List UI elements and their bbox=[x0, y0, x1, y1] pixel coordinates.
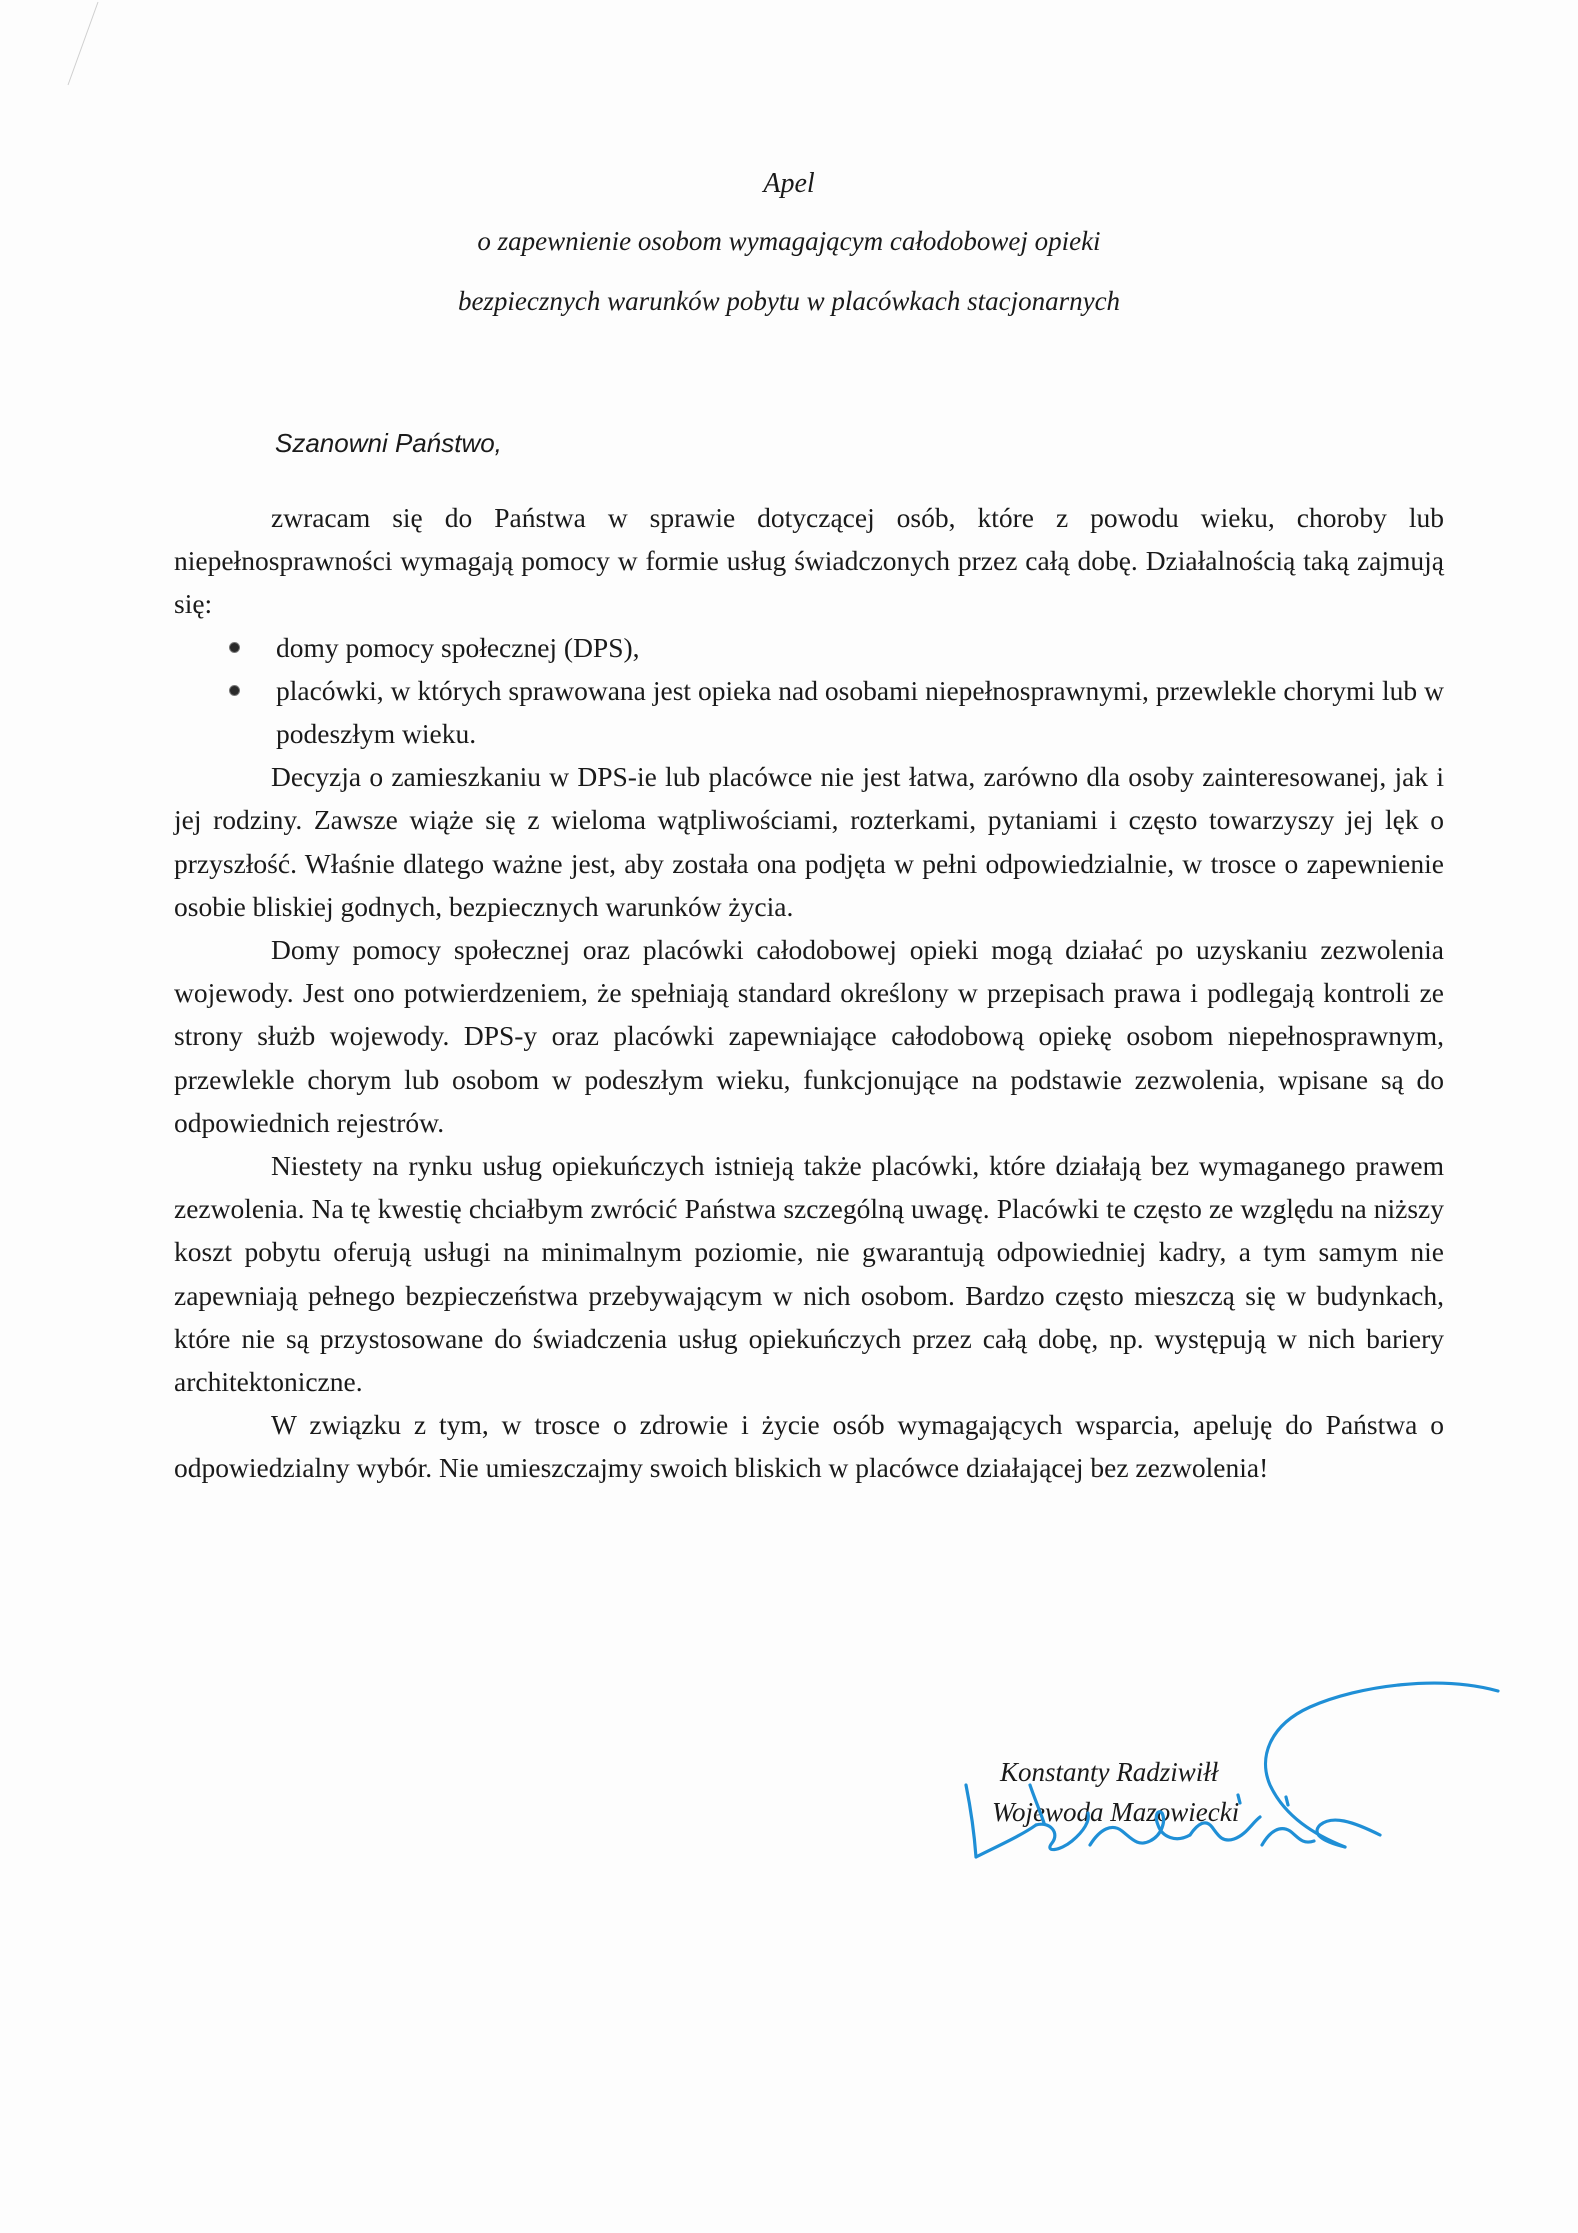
letter-subtitle-line-1: o zapewnienie osobom wymagającym całodobowej opieki bbox=[477, 226, 1101, 256]
scan-artifact-line bbox=[60, 0, 100, 90]
list-item bbox=[276, 669, 1444, 755]
letter-body bbox=[174, 496, 1444, 1490]
paragraph-unlicensed: Niestety na rynku usług opiekuńczych istnieją także placówki, które działają bez wymaganego prawem zezwolenia. Na tę kwestię chciałbym zwrócić Państwa szczególną uwagę. Placówki te często ze względu na niższy koszt pobytu oferują usługi na minimalnym poziomie, nie gwarantują odpowiedniej kadry, a tym samym nie zapewniają pełnego bezpieczeństwa przebywającym w nich osobom. Bardzo często mieszczą się w budynkach, które nie są przystosowane do świadczenia usług opiekuńczych przez całą dobę, np. występują w nich bariery architektoniczne. bbox=[174, 1150, 1444, 1398]
bullet-list bbox=[174, 626, 1444, 756]
signatory-name: Konstanty Radziwiłł bbox=[1000, 1757, 1219, 1787]
salutation: Szanowni Państwo, bbox=[275, 428, 502, 458]
paragraph-intro: zwracam się do Państwa w sprawie dotyczącej osób, które z powodu wieku, choroby lub niepełnosprawności wymagają pomocy w formie usług świadczonych przez całą dobę. Działalnością taką zajmują się: bbox=[174, 502, 1444, 620]
paragraph-decision: Decyzja o zamieszkaniu w DPS-ie lub placówce nie jest łatwa, zarówno dla osoby zainteresowanej, jak i jej rodziny. Zawsze wiąże się z wieloma wątpliwościami, rozterkami, pytaniami i często towarzyszy jej lęk o przyszłość. Właśnie dlatego ważne jest, aby została ona podjęta w pełni odpowiedzialnie, w trosce o zapewnienie osobie bliskiej godnych, bezpiecznych warunków życia. bbox=[174, 761, 1444, 922]
bullet-icon bbox=[230, 686, 239, 695]
list-item bbox=[276, 626, 1444, 669]
signature-block bbox=[992, 1752, 1240, 1832]
paragraph-permits: Domy pomocy społecznej oraz placówki całodobowej opieki mogą działać po uzyskaniu zezwolenia wojewody. Jest ono potwierdzeniem, że spełniają standard określony w przepisach prawa i podlegają kontroli ze strony służb wojewody. DPS-y oraz placówki zapewniające całodobową opiekę osobom niepełnosprawnym, przewlekle chorym lub osobom w podeszłym wieku, funkcjonujące na podstawie zezwolenia, wpisane są do odpowiednich rejestrów. bbox=[174, 934, 1444, 1138]
list-item-text: domy pomocy społecznej (DPS), bbox=[276, 631, 640, 663]
signatory-position: Wojewoda Mazowiecki bbox=[992, 1797, 1240, 1827]
letter-title: Apel bbox=[763, 168, 815, 199]
paragraph-appeal: W związku z tym, w trosce o zdrowie i życie osób wymagających wsparcia, apeluję do Państwa o odpowiedzialny wybór. Nie umieszczajmy swoich bliskich w placówce działającej bez zezwolenia! bbox=[174, 1409, 1444, 1484]
bullet-icon bbox=[230, 643, 239, 652]
letter-subtitle-line-2: bezpiecznych warunków pobytu w placówkach stacjonarnych bbox=[457, 286, 1121, 316]
list-item-text: placówki, w których sprawowana jest opieka nad osobami niepełnosprawnymi, przewlekle chorymi lub w podeszłym wieku. bbox=[276, 674, 1444, 750]
